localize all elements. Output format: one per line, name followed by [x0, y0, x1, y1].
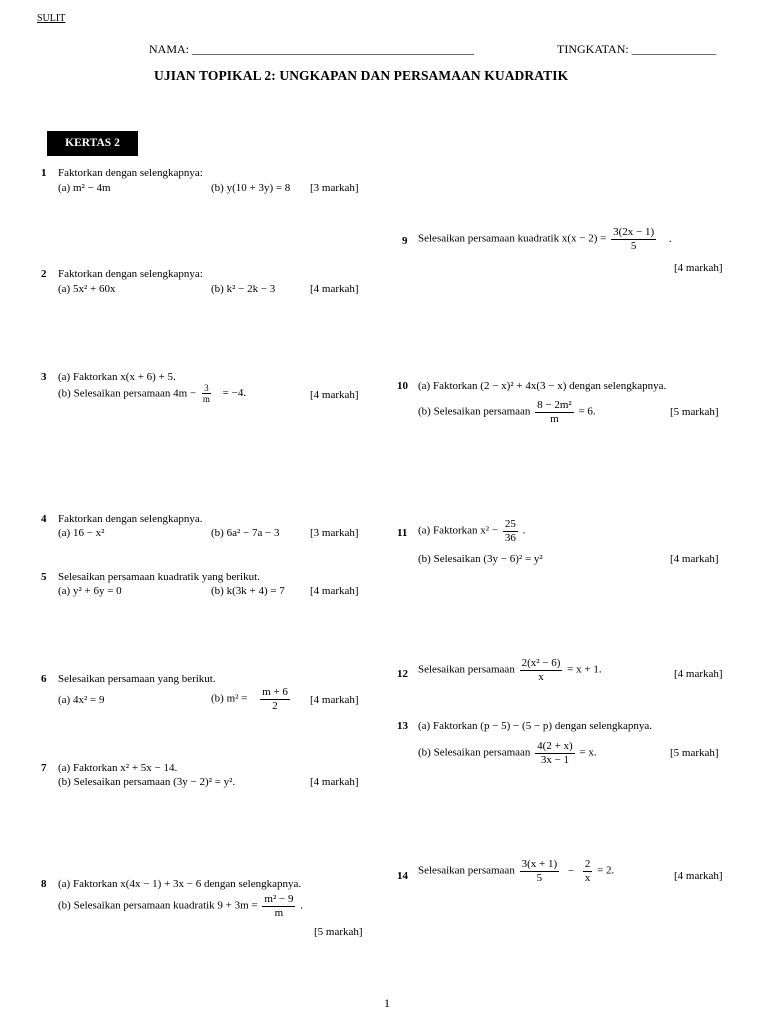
fraction: [260, 686, 290, 712]
question-number: 10: [397, 380, 408, 392]
question-stem: Faktorkan dengan selengkapnya.: [58, 513, 203, 525]
question-text: Selesaikan persamaan kuadratik x(x − 2) =: [418, 232, 607, 245]
part-a: (a) Faktorkan (2 − x)² + 4x(3 − x) dengan selengkapnya.: [418, 380, 667, 392]
part-a: (a) m² − 4m: [58, 182, 111, 194]
part-a: (a) Faktorkan x(x + 6) + 5.: [58, 371, 176, 383]
question-body: [418, 657, 602, 683]
numerator: 8 − 2m²: [537, 399, 572, 411]
numerator: 3(x + 1): [521, 858, 558, 870]
question-number: 14: [397, 870, 408, 882]
page-number: 1: [384, 996, 390, 1010]
denominator: m: [274, 906, 284, 919]
numerator: m + 6: [262, 686, 288, 698]
part-a: (a) y² + 6y = 0: [58, 585, 122, 597]
marks: [5 markah]: [314, 926, 363, 938]
denominator: x: [538, 670, 544, 683]
part-a-text: (a) Faktorkan x² −: [418, 524, 499, 537]
denominator: 36: [504, 531, 516, 544]
marks: [4 markah]: [674, 870, 723, 882]
question-end: .: [668, 232, 672, 245]
part-a-end: .: [522, 524, 526, 537]
question-stem: Faktorkan dengan selengkapnya:: [58, 167, 203, 179]
numerator: 3(2x − 1): [613, 226, 655, 238]
part-b-text: (b) Selesaikan persamaan: [418, 405, 531, 418]
question-stem: Selesaikan persamaan kuadratik yang berikut.: [58, 571, 260, 583]
marks: [4 markah]: [310, 389, 359, 401]
numerator: 25: [504, 518, 516, 530]
part-b: (b) 6a² − 7a − 3: [211, 527, 280, 539]
part-b: [211, 686, 292, 712]
part-b: (b) Selesaikan persamaan (3y − 2)² = y².: [58, 776, 236, 788]
part-b: [58, 893, 303, 919]
part-b: (b) k(3k + 4) = 7: [211, 585, 285, 597]
question-number: 8: [41, 878, 47, 890]
name-field: NAMA: _______________________________________________: [149, 42, 475, 56]
fraction-1: [520, 858, 560, 884]
denominator: 5: [630, 239, 637, 252]
form-level-field: TINGKATAN: ______________: [557, 42, 716, 56]
denominator: x: [584, 871, 591, 884]
part-b: [418, 399, 596, 425]
part-a: (a) 16 − x²: [58, 527, 105, 539]
question-number: 6: [41, 673, 47, 685]
question-number: 5: [41, 571, 47, 583]
numerator: 3: [204, 383, 209, 393]
question-text: Selesaikan persamaan: [418, 663, 515, 676]
part-a: (a) 4x² = 9: [58, 694, 105, 706]
question-number: 3: [41, 371, 47, 383]
denominator: 2: [272, 699, 278, 712]
question-stem: Selesaikan persamaan yang berikut.: [58, 673, 216, 685]
marks: [4 markah]: [310, 694, 359, 706]
fraction: [201, 383, 212, 405]
part-a: (a) Faktorkan x² + 5x − 14.: [58, 762, 178, 774]
denominator: 5: [536, 871, 543, 884]
numerator: 4(2 + x): [537, 740, 573, 752]
sulit-label: SULIT: [37, 13, 66, 24]
denominator: m: [202, 394, 210, 405]
part-b: [418, 740, 597, 766]
marks: [4 markah]: [310, 283, 359, 295]
question-number: 13: [397, 720, 408, 732]
page-title: UJIAN TOPIKAL 2: UNGKAPAN DAN PERSAMAAN KUADRATIK: [154, 68, 569, 83]
part-b-text: (b) m² =: [211, 692, 248, 705]
numerator: 2(x² − 6): [521, 657, 561, 669]
marks: [4 markah]: [674, 668, 723, 680]
fraction: [262, 893, 295, 919]
question-end: = x + 1.: [567, 663, 602, 676]
minus-sign: −: [567, 864, 575, 877]
part-b-end: .: [300, 899, 303, 912]
marks: [4 markah]: [310, 585, 359, 597]
question-number: 2: [41, 268, 47, 280]
part-b-end: = x.: [579, 746, 597, 759]
question-body: [418, 226, 672, 252]
marks: [4 markah]: [310, 776, 359, 788]
fraction: [611, 226, 656, 252]
denominator: 3x − 1: [540, 753, 570, 766]
part-a: (a) 5x² + 60x: [58, 283, 116, 295]
marks: [4 markah]: [674, 262, 723, 274]
question-number: 12: [397, 668, 408, 680]
fraction: [535, 740, 575, 766]
part-b: (b) y(10 + 3y) = 8: [211, 182, 291, 194]
question-number: 1: [41, 167, 47, 179]
part-b: (b) Selesaikan (3y − 6)² = y²: [418, 553, 543, 565]
part-b: [58, 383, 246, 405]
question-number: 9: [402, 235, 408, 247]
marks: [5 markah]: [670, 406, 719, 418]
part-a: (a) Faktorkan x(4x − 1) + 3x − 6 dengan selengkapnya.: [58, 878, 302, 890]
fraction: [520, 657, 563, 683]
section-badge: KERTAS 2: [47, 131, 138, 156]
question-number: 11: [397, 527, 408, 539]
question-number: 7: [41, 762, 47, 774]
part-b-end: = −4.: [222, 387, 247, 400]
numerator: m² − 9: [264, 893, 294, 905]
part-b: (b) k² − 2k − 3: [211, 283, 276, 295]
marks: [3 markah]: [310, 527, 359, 539]
numerator: 2: [584, 858, 591, 870]
question-number: 4: [41, 513, 47, 525]
question-stem: Faktorkan dengan selengkapnya:: [58, 268, 203, 280]
marks: [4 markah]: [670, 553, 719, 565]
part-b-end: = 6.: [578, 405, 596, 418]
part-b-text: (b) Selesaikan persamaan 4m −: [58, 387, 197, 400]
fraction: [503, 518, 518, 544]
part-b-text: (b) Selesaikan persamaan kuadratik 9 + 3m =: [58, 899, 258, 912]
denominator: m: [550, 412, 559, 425]
fraction: [535, 399, 574, 425]
part-a: (a) Faktorkan (p − 5) − (5 − p) dengan selengkapnya.: [418, 720, 652, 732]
marks: [3 markah]: [310, 182, 359, 194]
question-body: [418, 858, 614, 884]
marks: [5 markah]: [670, 747, 719, 759]
question-text: Selesaikan persamaan: [418, 864, 515, 877]
part-b-text: (b) Selesaikan persamaan: [418, 746, 531, 759]
fraction-2: [583, 858, 593, 884]
part-a: [418, 518, 525, 544]
question-end: = 2.: [597, 864, 615, 877]
